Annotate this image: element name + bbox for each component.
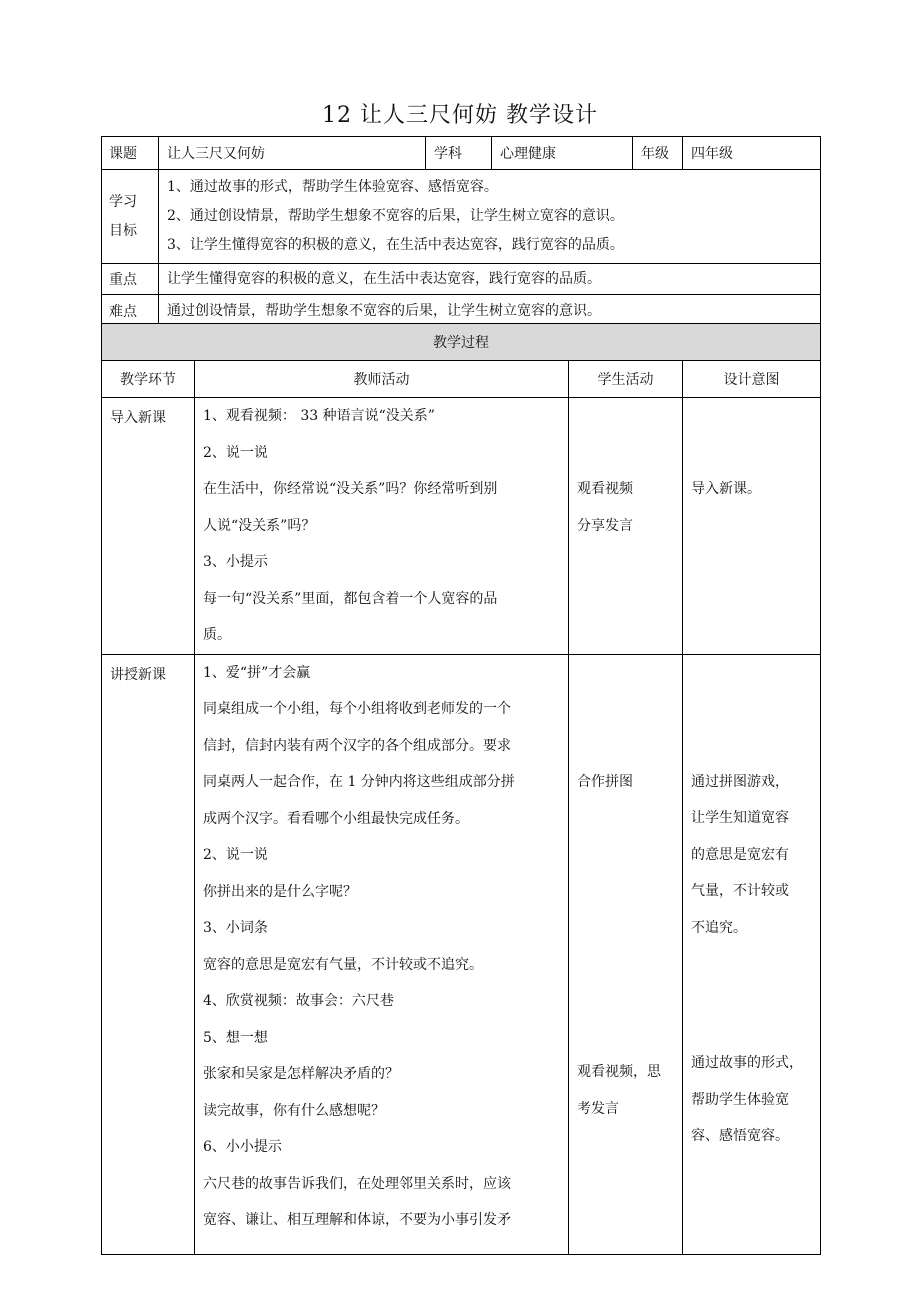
goals-label: [102, 170, 159, 264]
text-line: 观看视频: [577, 481, 633, 497]
text-line: 分享发言: [577, 517, 633, 534]
text-line: 6、小小提示: [203, 1139, 282, 1155]
lecture-row: [102, 654, 821, 1254]
stage-intro: [102, 398, 195, 655]
text-line: 让学生知道宽容: [691, 810, 789, 826]
text-line: 导入新课。: [691, 481, 761, 497]
lesson-info-table: [101, 136, 821, 327]
goals-row: [102, 170, 821, 264]
text-line: 宽容的意思是宽宏有气量，不计较或不追究。: [203, 956, 483, 973]
text-line: 张家和吴家是怎样解决矛盾的？: [203, 1066, 399, 1082]
teaching-process-table: [101, 323, 821, 1255]
topic-value: 让人三尺又何妨: [159, 137, 426, 170]
goals-label-line: 学习: [109, 193, 137, 210]
key-point-label: 重点: [102, 264, 159, 295]
stage-name: 讲授新课: [110, 666, 166, 683]
text-line: 质。: [203, 627, 231, 643]
goal-item: 2、通过创设情景，帮助学生想象不宽容的后果，让学生树立宽容的意识。: [167, 208, 624, 224]
difficulty-row: [102, 295, 821, 327]
text-line: 通过拼图游戏，: [691, 773, 789, 790]
intro-student-activity: [569, 398, 683, 655]
text-line: 在生活中，你经常说“没关系”吗？你经常听到别: [203, 481, 498, 497]
process-title: 教学过程: [102, 324, 821, 361]
text-line: 考发言: [577, 1100, 619, 1117]
text-line: 1、爱“拼”才会赢: [203, 664, 311, 681]
text-line: 4、欣赏视频：故事会：六尺巷: [203, 993, 394, 1009]
text-line: 观看视频，思: [577, 1064, 661, 1080]
text-line: 信封，信封内装有两个汉字的各个组成部分。要求: [203, 737, 511, 754]
header-design-intent: 设计意图: [683, 361, 821, 398]
lecture-teacher-activity: [195, 654, 569, 1254]
subject-value: 心理健康: [492, 137, 633, 170]
difficulty-value: 通过创设情景，帮助学生想象不宽容的后果，让学生树立宽容的意识。: [159, 295, 821, 327]
text-line: 容、感悟宽容。: [691, 1128, 789, 1144]
difficulty-label: 难点: [102, 295, 159, 327]
text-line: 通过故事的形式，: [691, 1055, 803, 1071]
text-line: 六尺巷的故事告诉我们，在处理邻里关系时，应该: [203, 1175, 511, 1192]
topic-label: 课题: [102, 137, 159, 170]
text-line: 1、观看视频： 33 种语言说“没关系”: [203, 408, 435, 424]
text-line: 不追究。: [691, 919, 747, 936]
goals-label-line: 目标: [109, 222, 137, 239]
text-line: 的意思是宽宏有: [691, 846, 789, 863]
subject-label: 学科: [426, 137, 492, 170]
text-line: 3、小提示: [203, 554, 268, 570]
text-line: 宽容、谦让、相互理解和体谅，不要为小事引发矛: [203, 1212, 511, 1228]
text-line: 3、小词条: [203, 920, 268, 936]
intro-row: [102, 398, 821, 655]
key-point-value: 让学生懂得宽容的积极的意义，在生活中表达宽容，践行宽容的品质。: [159, 264, 821, 295]
header-student-activity: 学生活动: [569, 361, 683, 398]
process-header-row: [102, 361, 821, 398]
intro-design-intent: [683, 398, 821, 655]
text-line: 同桌两人一起合作，在 1 分钟内将这些组成部分拼: [203, 774, 515, 790]
text-line: 成两个汉字。看看哪个小组最快完成任务。: [203, 810, 469, 827]
text-line: 2、说一说: [203, 444, 268, 461]
text-line: 每一句“没关系”里面，都包含着一个人宽容的品: [203, 590, 498, 607]
stage-lecture: [102, 654, 195, 1254]
text-line: 你拼出来的是什么字呢？: [203, 883, 357, 900]
text-line: 合作拼图: [577, 773, 633, 790]
text-line: 读完故事，你有什么感想呢？: [203, 1102, 385, 1119]
intro-teacher-activity: [195, 398, 569, 655]
text-line: 5、想一想: [203, 1029, 268, 1046]
text-line: 2、说一说: [203, 847, 268, 863]
header-stage: 教学环节: [102, 361, 195, 398]
text-line: 同桌组成一个小组，每个小组将收到老师发的一个: [203, 701, 511, 717]
grade-label: 年级: [633, 137, 683, 170]
text-line: 气量，不计较或: [691, 883, 789, 899]
goal-item: 1、通过故事的形式，帮助学生体验宽容、感悟宽容。: [167, 179, 498, 195]
page-title: 12 让人三尺何妨 教学设计: [322, 103, 598, 128]
stage-name: 导入新课: [110, 410, 166, 426]
topic-row: [102, 137, 821, 170]
header-teacher-activity: 教师活动: [195, 361, 569, 398]
text-line: 帮助学生体验宽: [691, 1091, 789, 1108]
lecture-student-activity: [569, 654, 683, 1254]
lecture-design-intent: [683, 654, 821, 1254]
goal-item: 3、让学生懂得宽容的积极的意义，在生活中表达宽容，践行宽容的品质。: [167, 237, 624, 253]
grade-value: 四年级: [683, 137, 821, 170]
text-line: 人说“没关系”吗？: [203, 517, 316, 534]
goals-list: [159, 170, 821, 264]
key-point-row: [102, 264, 821, 295]
